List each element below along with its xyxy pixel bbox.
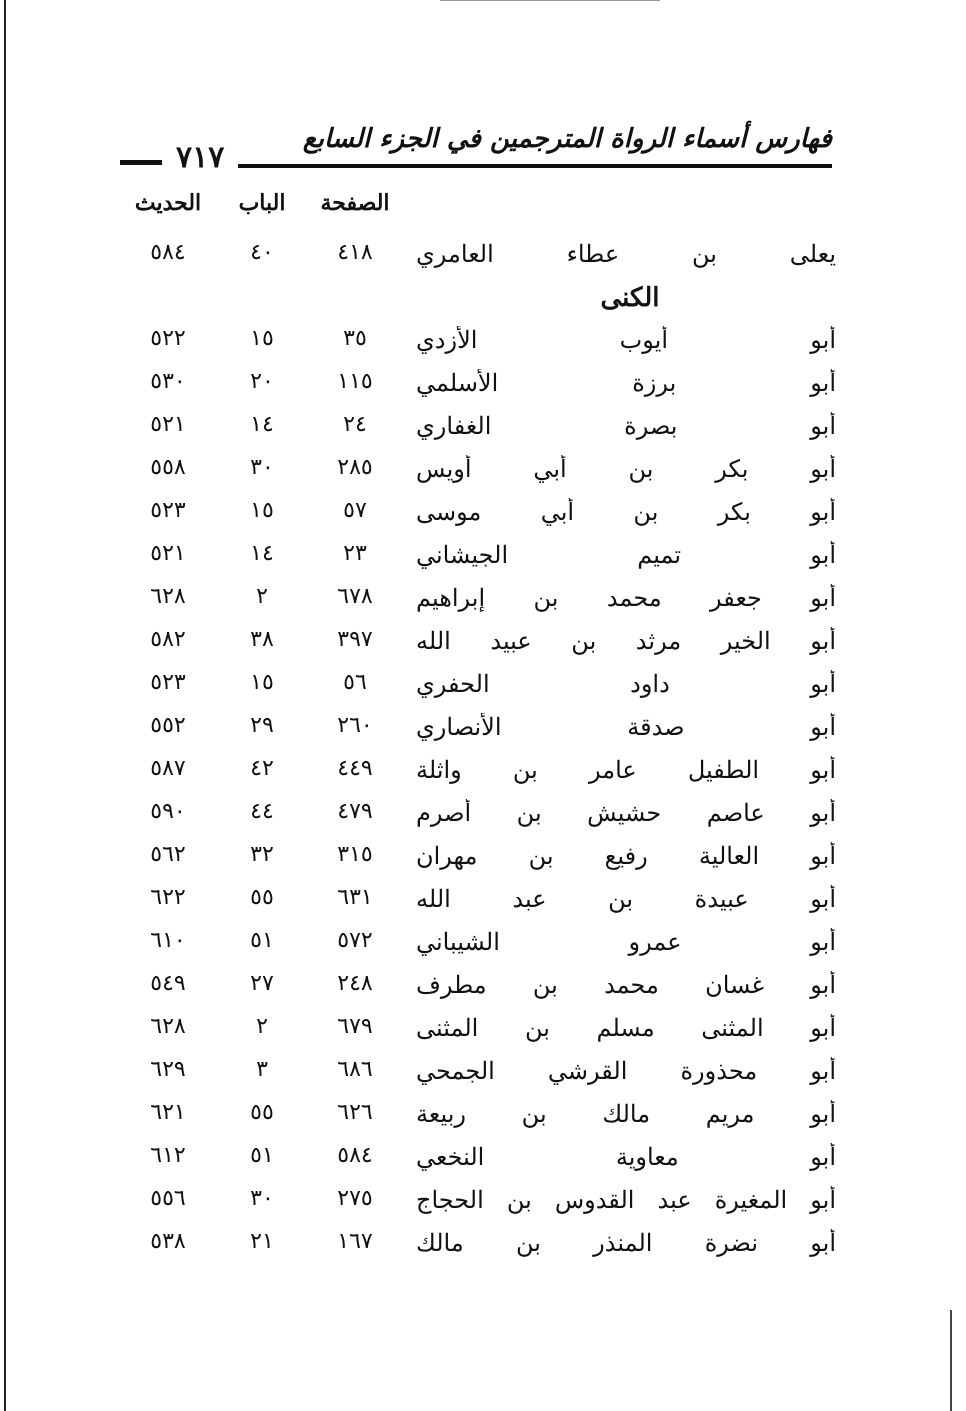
index-row bbox=[100, 455, 836, 495]
page-edge-line bbox=[4, 0, 6, 1411]
hadith-number: ٥٢٢ bbox=[150, 326, 186, 351]
narrator-name: أبو نضرة المنذر بن مالك bbox=[416, 1229, 836, 1257]
hadith-number: ٦١٠ bbox=[150, 928, 186, 953]
page-number-cell: ٢٨٥ bbox=[337, 455, 373, 480]
section-heading: الكنى bbox=[600, 283, 660, 313]
narrator-name: أبو عاصم حشيش بن أصرم bbox=[416, 799, 836, 827]
page-number-cell: ١٦٧ bbox=[337, 1229, 373, 1254]
hadith-number: ٥٢٣ bbox=[150, 498, 186, 523]
page-number-cell: ٢٤ bbox=[343, 412, 367, 437]
narrator-name: أبو جعفر محمد بن إبراهيم bbox=[416, 584, 836, 612]
running-title: فهارس أسماء الرواة المترجمين في الجزء السابع bbox=[302, 124, 832, 154]
hadith-number: ٥٥٢ bbox=[150, 713, 186, 738]
narrator-name: أبو العالية رفيع بن مهران bbox=[416, 842, 836, 870]
page-number-cell: ٥٧٢ bbox=[337, 928, 373, 953]
hadith-number: ٥٣٨ bbox=[150, 1229, 186, 1254]
index-row bbox=[100, 369, 836, 409]
hadith-number: ٦٢٢ bbox=[150, 885, 186, 910]
page-number-cell: ٦٣١ bbox=[337, 885, 373, 910]
bab-number: ٤٤ bbox=[250, 799, 274, 824]
bab-number: ٣٢ bbox=[250, 842, 274, 867]
narrator-name: أبو عمرو الشيباني bbox=[416, 928, 836, 956]
hadith-number: ٥٢١ bbox=[150, 541, 186, 566]
page-number-cell: ٦٧٩ bbox=[337, 1014, 373, 1039]
page-edge-line-right bbox=[950, 1310, 952, 1411]
bab-number: ١٤ bbox=[250, 541, 274, 566]
page-number-cell: ١١٥ bbox=[337, 369, 373, 394]
bab-number: ٢٩ bbox=[250, 713, 274, 738]
narrator-name: أبو داود الحفري bbox=[416, 670, 836, 698]
index-row bbox=[100, 885, 836, 925]
narrator-name: أبو مريم مالك بن ربيعة bbox=[416, 1100, 836, 1128]
index-row bbox=[100, 670, 836, 710]
hadith-number: ٦٢٩ bbox=[150, 1057, 186, 1082]
column-header-page: الصفحة bbox=[320, 190, 390, 216]
index-row bbox=[100, 326, 836, 366]
bab-number: ٢٧ bbox=[250, 971, 274, 996]
page-number-cell: ٤٧٩ bbox=[337, 799, 373, 824]
hadith-number: ٥٨٢ bbox=[150, 627, 186, 652]
bab-number: ١٥ bbox=[250, 670, 274, 695]
hadith-number: ٥٩٠ bbox=[150, 799, 186, 824]
narrator-name: أبو محذورة القرشي الجمحي bbox=[416, 1057, 836, 1085]
page-number-cell: ٤٤٩ bbox=[337, 756, 373, 781]
hadith-number: ٦٢٨ bbox=[150, 1014, 186, 1039]
hadith-number: ٦١٢ bbox=[150, 1143, 186, 1168]
bab-number: ٣٠ bbox=[250, 455, 274, 480]
bab-number: ٤٢ bbox=[250, 756, 274, 781]
bab-number: ٣ bbox=[256, 1057, 268, 1082]
narrator-name: أبو برزة الأسلمي bbox=[416, 369, 836, 397]
hadith-number: ٥٦٢ bbox=[150, 842, 186, 867]
index-row bbox=[100, 971, 836, 1011]
index-row bbox=[100, 1229, 836, 1269]
bab-number: ٥١ bbox=[250, 1143, 274, 1168]
page-number-cell: ٥٧ bbox=[343, 498, 367, 523]
narrator-name: أبو المثنى مسلم بن المثنى bbox=[416, 1014, 836, 1042]
bab-number: ١٤ bbox=[250, 412, 274, 437]
bab-number: ٥٥ bbox=[250, 885, 274, 910]
page-number-cell: ٢٧٥ bbox=[337, 1186, 373, 1211]
narrator-name: أبو الخير مرثد بن عبيد الله bbox=[416, 627, 836, 655]
narrator-name: أبو تميم الجيشاني bbox=[416, 541, 836, 569]
narrator-name: أبو غسان محمد بن مطرف bbox=[416, 971, 836, 999]
bab-number: ٢٠ bbox=[250, 369, 274, 394]
bab-number: ٢١ bbox=[250, 1229, 274, 1254]
index-row bbox=[100, 240, 836, 280]
page-number-cell: ٦٢٦ bbox=[337, 1100, 373, 1125]
index-row bbox=[100, 541, 836, 581]
page-number: ٧١٧ bbox=[176, 140, 225, 175]
index-row bbox=[100, 412, 836, 452]
narrator-name: أبو معاوية النخعي bbox=[416, 1143, 836, 1171]
column-header-hadith: الحديث bbox=[134, 190, 202, 216]
index-row bbox=[100, 713, 836, 753]
page-number-cell: ٢٦٠ bbox=[337, 713, 373, 738]
index-row bbox=[100, 928, 836, 968]
page-number-dash bbox=[120, 160, 162, 165]
hadith-number: ٦٢١ bbox=[150, 1100, 186, 1125]
narrator-name: أبو بكر بن أبي موسى bbox=[416, 498, 836, 526]
hadith-number: ٥٣٠ bbox=[150, 369, 186, 394]
narrator-name: أبو بكر بن أبي أويس bbox=[416, 455, 836, 483]
page-number-cell: ٣٩٧ bbox=[337, 627, 373, 652]
index-row bbox=[100, 627, 836, 667]
bab-number: ٢ bbox=[256, 584, 268, 609]
hadith-number: ٥٨٧ bbox=[150, 756, 186, 781]
page-number-cell: ٦٨٦ bbox=[337, 1057, 373, 1082]
bab-number: ٣٠ bbox=[250, 1186, 274, 1211]
narrator-name: أبو المغيرة عبد القدوس بن الحجاج bbox=[416, 1186, 836, 1214]
narrator-name: أبو بصرة الغفاري bbox=[416, 412, 836, 440]
index-row bbox=[100, 756, 836, 796]
bab-number: ٢ bbox=[256, 1014, 268, 1039]
index-row bbox=[100, 842, 836, 882]
hadith-number: ٥٢٣ bbox=[150, 670, 186, 695]
page-number-cell: ٣١٥ bbox=[337, 842, 373, 867]
hadith-number: ٥٢١ bbox=[150, 412, 186, 437]
index-row bbox=[100, 498, 836, 538]
bab-number: ١٥ bbox=[250, 326, 274, 351]
page-number-cell: ٢٤٨ bbox=[337, 971, 373, 996]
page-number-cell: ٤١٨ bbox=[337, 240, 373, 265]
narrator-name: أبو عبيدة بن عبد الله bbox=[416, 885, 836, 913]
narrator-name: يعلى بن عطاء العامري bbox=[416, 240, 836, 268]
index-row bbox=[100, 1100, 836, 1140]
bab-number: ٥١ bbox=[250, 928, 274, 953]
page-number-cell: ٥٦ bbox=[343, 670, 367, 695]
index-row bbox=[100, 1143, 836, 1183]
index-row bbox=[100, 799, 836, 839]
bab-number: ٤٠ bbox=[250, 240, 274, 265]
index-row bbox=[100, 1057, 836, 1097]
hadith-number: ٥٤٩ bbox=[150, 971, 186, 996]
bab-number: ١٥ bbox=[250, 498, 274, 523]
bab-number: ٣٨ bbox=[250, 627, 274, 652]
index-row bbox=[100, 1014, 836, 1054]
page-number-cell: ٥٨٤ bbox=[337, 1143, 373, 1168]
index-row bbox=[100, 584, 836, 624]
hadith-number: ٥٥٨ bbox=[150, 455, 186, 480]
header-rule bbox=[238, 164, 832, 168]
page-header bbox=[120, 118, 832, 178]
page-number-cell: ٣٥ bbox=[343, 326, 367, 351]
hadith-number: ٦٢٨ bbox=[150, 584, 186, 609]
narrator-name: أبو الطفيل عامر بن واثلة bbox=[416, 756, 836, 784]
narrator-name: أبو أيوب الأزدي bbox=[416, 326, 836, 354]
hadith-number: ٥٥٦ bbox=[150, 1186, 186, 1211]
column-header-bab: الباب bbox=[238, 190, 286, 216]
narrator-name: أبو صدقة الأنصاري bbox=[416, 713, 836, 741]
index-row bbox=[100, 1186, 836, 1226]
page-number-cell: ٦٧٨ bbox=[337, 584, 373, 609]
scan-artifact-line bbox=[440, 0, 660, 1]
page-number-cell: ٢٣ bbox=[343, 541, 367, 566]
hadith-number: ٥٨٤ bbox=[150, 240, 186, 265]
bab-number: ٥٥ bbox=[250, 1100, 274, 1125]
